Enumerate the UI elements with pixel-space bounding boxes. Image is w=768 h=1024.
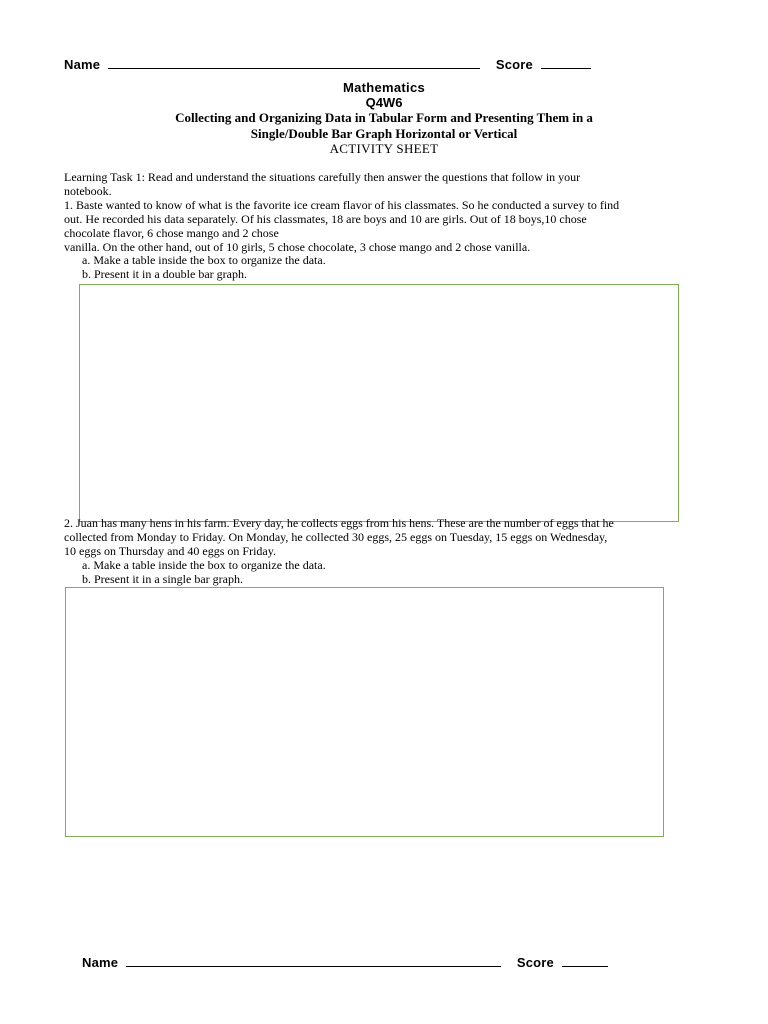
task-intro-line-2: notebook. — [64, 184, 112, 198]
name-blank[interactable] — [126, 955, 501, 967]
task-intro-line-1: Learning Task 1: Read and understand the situations carefully then answer the questions that follow in your — [64, 170, 581, 184]
score-blank[interactable] — [562, 955, 608, 967]
question-2-line-2: collected from Monday to Friday. On Monday, he collected 30 eggs, 25 eggs on Tuesday, 15 eggs on Wednesday, — [64, 530, 608, 544]
name-label: Name — [82, 955, 119, 970]
question-1-line-2: out. He recorded his data separately. Of his classmates, 18 are boys and 10 are girls. Out of 18 boys,10 chose — [64, 212, 587, 226]
score-label: Score — [495, 57, 533, 72]
quarter-week-code: Q4W6 — [365, 95, 403, 110]
answer-box-1[interactable] — [79, 284, 679, 522]
question-2-line-3: 10 eggs on Thursday and 40 eggs on Friday. — [64, 544, 276, 558]
question-1-item-b: b. Present it in a double bar graph. — [82, 267, 247, 281]
question-2-item-a: a. Make a table inside the box to organize the data. — [82, 558, 326, 572]
question-2-line-1: 2. Juan has many hens in his farm. Every day, he collects eggs from his hens. These are the number of eggs that he — [64, 516, 614, 530]
question-1-line-4: vanilla. On the other hand, out of 10 girls, 5 chose chocolate, 3 chose mango and 2 chose vanilla. — [64, 240, 531, 254]
question-2-item-b: b. Present it in a single bar graph. — [82, 572, 243, 586]
answer-box-2[interactable] — [65, 587, 664, 837]
score-label: Score — [516, 955, 554, 970]
name-score-header — [64, 57, 591, 72]
subject-title: Mathematics — [342, 80, 426, 95]
question-1-line-1: 1. Baste wanted to know of what is the favorite ice cream flavor of his classmates. So he conducted a survey to find — [64, 198, 620, 212]
lesson-title-line-1: Collecting and Organizing Data in Tabular Form and Presenting Them in a — [175, 110, 593, 125]
lesson-title-line-2: Single/Double Bar Graph Horizontal or Vertical — [250, 126, 518, 141]
name-blank[interactable] — [108, 57, 480, 69]
name-score-footer — [82, 955, 608, 970]
activity-sheet-title: ACTIVITY SHEET — [329, 141, 439, 156]
name-label: Name — [64, 57, 101, 72]
score-blank[interactable] — [541, 57, 591, 69]
question-1-line-3: chocolate flavor, 6 chose mango and 2 chose — [64, 226, 279, 240]
question-1-item-a: a. Make a table inside the box to organize the data. — [82, 253, 326, 267]
